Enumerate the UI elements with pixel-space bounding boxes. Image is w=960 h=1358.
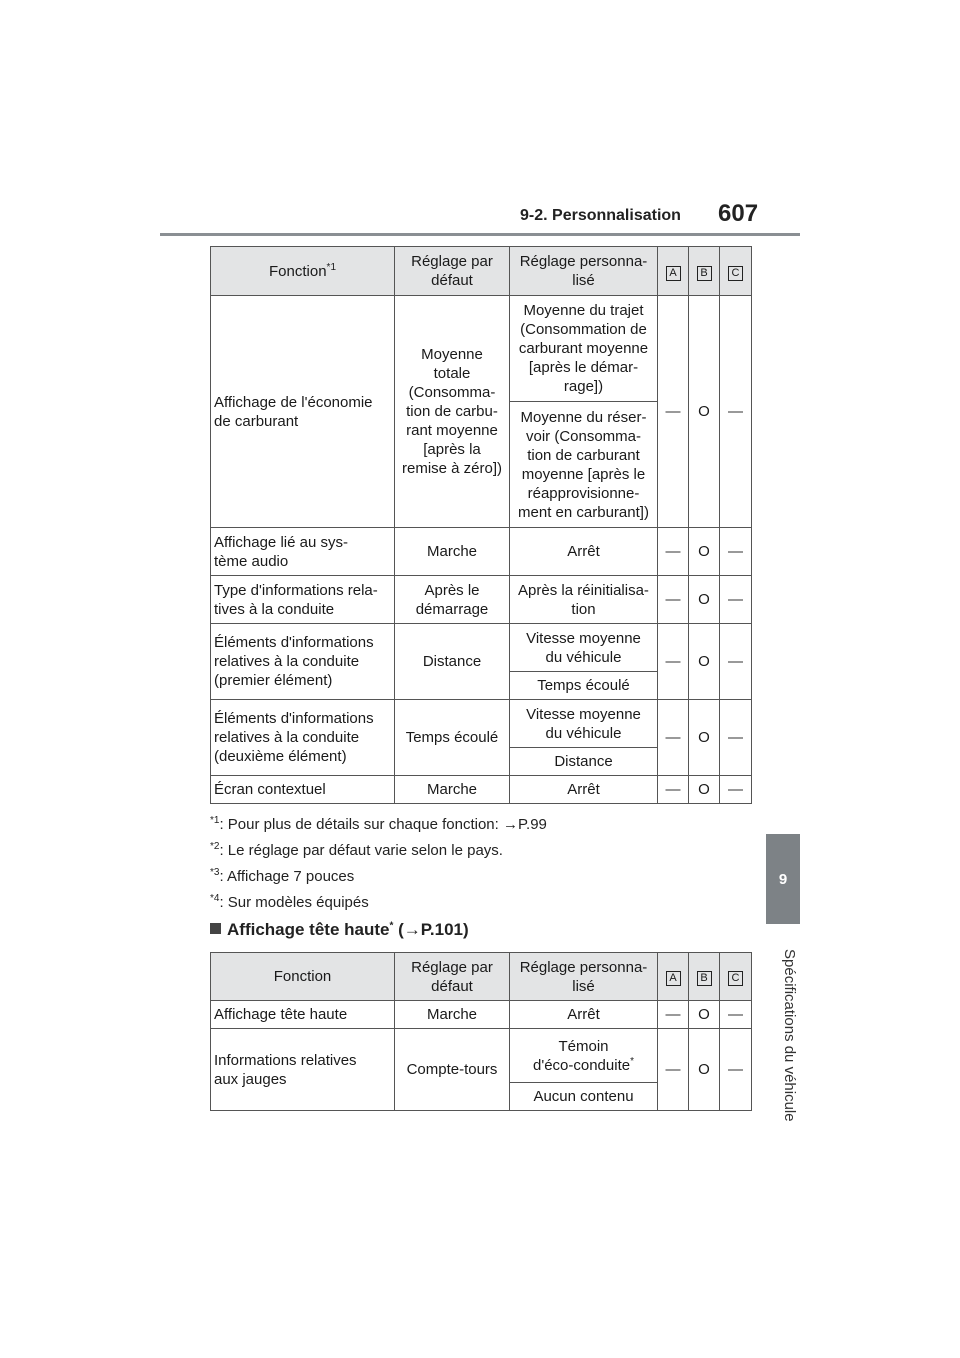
b-cell: O xyxy=(689,528,720,576)
a-cell: — xyxy=(658,576,689,624)
b-cell: O xyxy=(689,1029,720,1111)
section-title: Affichage tête haute* (→P.101) xyxy=(210,920,469,940)
table-row xyxy=(211,776,752,804)
function-cell: Affichage tête haute xyxy=(211,1001,395,1029)
custom-cell: Vitesse moyenne du véhicule xyxy=(510,624,658,672)
default-cell: Moyenne totale (Consomma- tion de carbu- rant moyenne [après la remise à zéro]) xyxy=(395,296,510,528)
footnote: $^{*1}$: Pour plus de détails sur chaque fonction: →P.99 xyxy=(210,815,547,833)
c-cell: — xyxy=(720,776,752,804)
b-cell: O xyxy=(689,776,720,804)
header-c: C xyxy=(720,953,752,1001)
b-cell: O xyxy=(689,700,720,776)
function-cell: Affichage de l'économie de carburant xyxy=(211,296,395,528)
custom-cell: Aucun contenu xyxy=(510,1083,658,1111)
custom-cell: Après la réinitialisa- tion xyxy=(510,576,658,624)
default-cell: Distance xyxy=(395,624,510,700)
header-function: Fonction xyxy=(211,953,395,1001)
header-default: Réglage par défaut xyxy=(395,247,510,296)
default-cell: Compte-tours xyxy=(395,1029,510,1111)
settings-table-2 xyxy=(210,952,752,1111)
header-a: A xyxy=(658,953,689,1001)
function-cell: Éléments d'informations relatives à la conduite (premier élément) xyxy=(211,624,395,700)
c-cell: — xyxy=(720,296,752,528)
page-number: 607 xyxy=(718,200,759,227)
a-cell: — xyxy=(658,528,689,576)
a-cell: — xyxy=(658,700,689,776)
header-b: B xyxy=(689,953,720,1001)
c-cell: — xyxy=(720,1029,752,1111)
function-cell: Écran contextuel xyxy=(211,776,395,804)
square-bullet-icon xyxy=(210,923,221,934)
table-row xyxy=(211,296,752,402)
b-cell: O xyxy=(689,296,720,528)
a-cell: — xyxy=(658,624,689,700)
c-cell: — xyxy=(720,576,752,624)
a-cell: — xyxy=(658,776,689,804)
default-cell: Marche xyxy=(395,1001,510,1029)
footnote: $^{*3}$: Affichage 7 pouces xyxy=(210,867,355,885)
function-cell: Informations relatives aux jauges xyxy=(211,1029,395,1111)
c-cell: — xyxy=(720,1001,752,1029)
c-cell: — xyxy=(720,528,752,576)
function-cell: Éléments d'informations relatives à la conduite (deuxième élément) xyxy=(211,700,395,776)
default-cell: Après le démarrage xyxy=(395,576,510,624)
header-custom: Réglage personna- lisé xyxy=(510,953,658,1001)
chapter-number: 9 xyxy=(778,870,788,888)
chapter-label: Spécifications du véhicule xyxy=(781,948,798,1122)
b-cell: O xyxy=(689,576,720,624)
footnote: $^{*2}$: Le réglage par défaut varie selon le pays. xyxy=(210,841,503,859)
function-cell: Type d'informations rela- tives à la conduite xyxy=(211,576,395,624)
settings-table-1 xyxy=(210,246,752,804)
c-cell: — xyxy=(720,624,752,700)
header-b: B xyxy=(689,247,720,296)
custom-cell: Arrêt xyxy=(510,528,658,576)
b-cell: O xyxy=(689,1001,720,1029)
a-cell: — xyxy=(658,1001,689,1029)
default-cell: Temps écoulé xyxy=(395,700,510,776)
custom-cell: Vitesse moyenne du véhicule xyxy=(510,700,658,748)
header-c: C xyxy=(720,247,752,296)
function-cell: Affichage lié au sys- tème audio xyxy=(211,528,395,576)
c-cell: — xyxy=(720,700,752,776)
custom-cell: Moyenne du réser- voir (Consomma- tion de carburant moyenne [après le réapprovisionne- ment en carburant]) xyxy=(510,402,658,528)
header-default: Réglage par défaut xyxy=(395,953,510,1001)
custom-cell: Distance xyxy=(510,748,658,776)
custom-cell: Témoin d'éco-conduite* xyxy=(510,1029,658,1083)
table-row xyxy=(211,528,752,576)
custom-cell: Temps écoulé xyxy=(510,672,658,700)
footnotes xyxy=(210,812,547,916)
custom-cell: Moyenne du trajet (Consommation de carburant moyenne [après le démar- rage]) xyxy=(510,296,658,402)
table-row xyxy=(211,1029,752,1083)
custom-cell: Arrêt xyxy=(510,1001,658,1029)
a-cell: — xyxy=(658,296,689,528)
default-cell: Marche xyxy=(395,776,510,804)
table-row xyxy=(211,576,752,624)
header-a: A xyxy=(658,247,689,296)
a-cell: — xyxy=(658,1029,689,1111)
table-row xyxy=(211,624,752,672)
table-row xyxy=(211,700,752,748)
page-reference-link[interactable]: (→P.101) xyxy=(393,920,469,939)
header-custom: Réglage personna- lisé xyxy=(510,247,658,296)
custom-cell: Arrêt xyxy=(510,776,658,804)
default-cell: Marche xyxy=(395,528,510,576)
section-header: 9-2. Personnalisation xyxy=(520,207,681,224)
table-row xyxy=(211,1001,752,1029)
chapter-tab[interactable] xyxy=(766,834,800,924)
header-divider xyxy=(160,233,800,236)
b-cell: O xyxy=(689,624,720,700)
footnote: $^{*4}$: Sur modèles équipés xyxy=(210,893,369,911)
header-function: Fonction$^{*1}$ xyxy=(211,247,395,296)
